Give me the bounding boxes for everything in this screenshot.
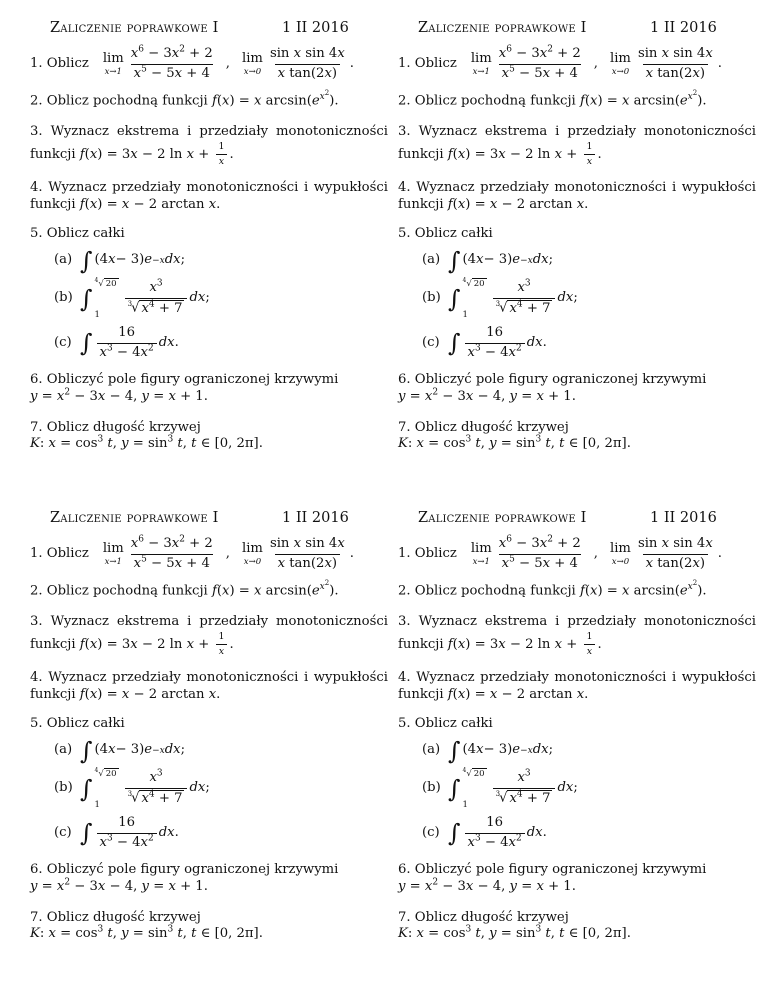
integral-a: (a) ∫ (4 x − 3) e −x dx ; [54,246,186,275]
exam-date: 1 II 2016 [282,510,349,526]
integral-c: (c) ∫ $\frac{16}{x^3 - 4x^2}$ dx . [54,324,179,360]
exam-copy [30,18,388,453]
limit-operator: lim x→0 [241,51,263,77]
problem-1: 1. Oblicz lim x→1 $\frac{x^6 - 3x^2 + 2}{x^5 - 5x + 4}$ , lim x→0 $\frac{\text{sin x sin 4x}}{\text{x tan(2x)}}$ . [30,534,354,571]
problem-4: 4. Wyznacz przedziały monotoniczności i wypukłości funkcji f(x) = x − 2 arctan x. [30,670,388,703]
limit-operator: lim x→1 [470,51,492,77]
problem-5: 5. Oblicz całki [30,716,125,732]
limit-2-fraction: $\frac{\text{sin x sin 4x}}{\text{x tan(2x)}}$ [269,46,345,81]
problem-2: 2. Oblicz pochodną funkcji f(x) = x $\arcsin(e^{x^2})$. [30,88,339,109]
problem-3: 3. Wyznacz ekstrema i przedziały monotoniczności funkcji f(x) = 3x − 2 ln x + $\frac{1}{x}$ . [30,614,388,658]
exam-header [30,18,388,40]
limit-operator: lim x→1 [470,541,492,567]
problem-2: 2. Oblicz pochodną funkcji f(x) = x $\arcsin(e^{x^2})$. [398,578,707,599]
exam-copy [398,18,756,453]
limit-2-fraction: $\frac{\text{sin x sin 4x}}{\text{x tan(2x)}}$ [269,536,345,571]
problem-2: 2. Oblicz pochodną funkcji f(x) = x $\arcsin(e^{x^2})$. [30,578,339,599]
limit-operator: lim x→0 [609,541,631,567]
integral-a: (a) ∫ (4 x − 3) e −x dx ; [422,736,554,765]
exam-title: Zaliczenie poprawkowe I [50,20,219,36]
limit-operator: lim x→1 [102,541,124,567]
problem-2: 2. Oblicz pochodną funkcji f(x) = x $\arcsin(e^{x^2})$. [398,88,707,109]
exam-header [398,508,756,530]
problem-5: 5. Oblicz całki [30,226,125,242]
problem-3: 3. Wyznacz ekstrema i przedziały monotoniczności funkcji f(x) = 3x − 2 ln x + $\frac{1}{x}$ . [30,124,388,168]
integral-c: (c) ∫ $\frac{16}{x^3 - 4x^2}$ dx . [422,814,547,850]
limit-1-fraction: $\frac{x^6 - 3x^2 + 2}{x^5 - 5x + 4}$ [498,534,581,571]
limit-2-fraction: $\frac{\text{sin x sin 4x}}{\text{x tan(2x)}}$ [637,536,713,571]
exam-header [30,508,388,530]
problem-3: 3. Wyznacz ekstrema i przedziały monotoniczności funkcji f(x) = 3x − 2 ln x + $\frac{1}{x}$ . [398,614,756,658]
exam-copy [30,508,388,943]
problem-1: 1. Oblicz lim x→1 $\frac{x^6 - 3x^2 + 2}{x^5 - 5x + 4}$ , lim x→0 $\frac{\text{sin x sin 4x}}{\text{x tan(2x)}}$ . [30,44,354,81]
problem-7: 7. Oblicz długość krzywej K: $x = \cos^3 t$, $y = \sin^3 t$, t ∈ [0, 2π]. [30,419,263,452]
problem-1: 1. Oblicz lim x→1 $\frac{x^6 - 3x^2 + 2}{x^5 - 5x + 4}$ , lim x→0 $\frac{\text{sin x sin 4x}}{\text{x tan(2x)}}$ . [398,44,722,81]
limit-2-fraction: $\frac{\text{sin x sin 4x}}{\text{x tan(2x)}}$ [637,46,713,81]
problem-4: 4. Wyznacz przedziały monotoniczności i wypukłości funkcji f(x) = x − 2 arctan x. [30,180,388,213]
exam-date: 1 II 2016 [282,20,349,36]
exam-date: 1 II 2016 [650,510,717,526]
problem-7: 7. Oblicz długość krzywej K: $x = \cos^3 t$, $y = \sin^3 t$, t ∈ [0, 2π]. [30,909,263,942]
problem-6: 6. Obliczyć pole figury ograniczonej krzywymi $y = x^2 - 3x - 4$, y = x + 1. [30,371,339,404]
problem-6: 6. Obliczyć pole figury ograniczonej krzywymi $y = x^2 - 3x - 4$, y = x + 1. [398,371,707,404]
problem-1: 1. Oblicz lim x→1 $\frac{x^6 - 3x^2 + 2}{x^5 - 5x + 4}$ , lim x→0 $\frac{\text{sin x sin 4x}}{\text{x tan(2x)}}$ . [398,534,722,571]
problem-5: 5. Oblicz całki [398,716,493,732]
exam-title: Zaliczenie poprawkowe I [418,20,587,36]
integral-b: (b) ∫ $^4$√ 20 1 $\frac{x^3}{^3√ x^4 + 7}$ dx ; [422,766,578,811]
problem-7: 7. Oblicz długość krzywej K: $x = \cos^3 t$, $y = \sin^3 t$, t ∈ [0, 2π]. [398,419,631,452]
integral-b: (b) ∫ $^4$√ 20 1 $\frac{x^3}{^3√ x^4 + 7}$ dx ; [422,276,578,321]
exam-copy [398,508,756,943]
exam-header [398,18,756,40]
limit-operator: lim x→1 [102,51,124,77]
limit-1-fraction: $\frac{x^6 - 3x^2 + 2}{x^5 - 5x + 4}$ [498,44,581,81]
problem-6: 6. Obliczyć pole figury ograniczonej krzywymi $y = x^2 - 3x - 4$, y = x + 1. [30,861,339,894]
problem-3: 3. Wyznacz ekstrema i przedziały monotoniczności funkcji f(x) = 3x − 2 ln x + $\frac{1}{x}$ . [398,124,756,168]
integral-c: (c) ∫ $\frac{16}{x^3 - 4x^2}$ dx . [54,814,179,850]
problem-4: 4. Wyznacz przedziały monotoniczności i wypukłości funkcji f(x) = x − 2 arctan x. [398,670,756,703]
integral-a: (a) ∫ (4 x − 3) e −x dx ; [54,736,186,765]
limit-1-fraction: $\frac{x^6 - 3x^2 + 2}{x^5 - 5x + 4}$ [130,534,213,571]
integral-b: (b) ∫ $^4$√ 20 1 $\frac{x^3}{^3√ x^4 + 7}$ dx ; [54,766,210,811]
problem-6: 6. Obliczyć pole figury ograniczonej krzywymi $y = x^2 - 3x - 4$, y = x + 1. [398,861,707,894]
integral-c: (c) ∫ $\frac{16}{x^3 - 4x^2}$ dx . [422,324,547,360]
integral-b: (b) ∫ $^4$√ 20 1 $\frac{x^3}{^3√ x^4 + 7}$ dx ; [54,276,210,321]
limit-operator: lim x→0 [609,51,631,77]
exam-date: 1 II 2016 [650,20,717,36]
problem-7: 7. Oblicz długość krzywej K: $x = \cos^3 t$, $y = \sin^3 t$, t ∈ [0, 2π]. [398,909,631,942]
exam-title: Zaliczenie poprawkowe I [418,510,587,526]
limit-operator: lim x→0 [241,541,263,567]
limit-1-fraction: $\frac{x^6 - 3x^2 + 2}{x^5 - 5x + 4}$ [130,44,213,81]
problem-4: 4. Wyznacz przedziały monotoniczności i wypukłości funkcji f(x) = x − 2 arctan x. [398,180,756,213]
exam-title: Zaliczenie poprawkowe I [50,510,219,526]
integral-a: (a) ∫ (4 x − 3) e −x dx ; [422,246,554,275]
problem-5: 5. Oblicz całki [398,226,493,242]
